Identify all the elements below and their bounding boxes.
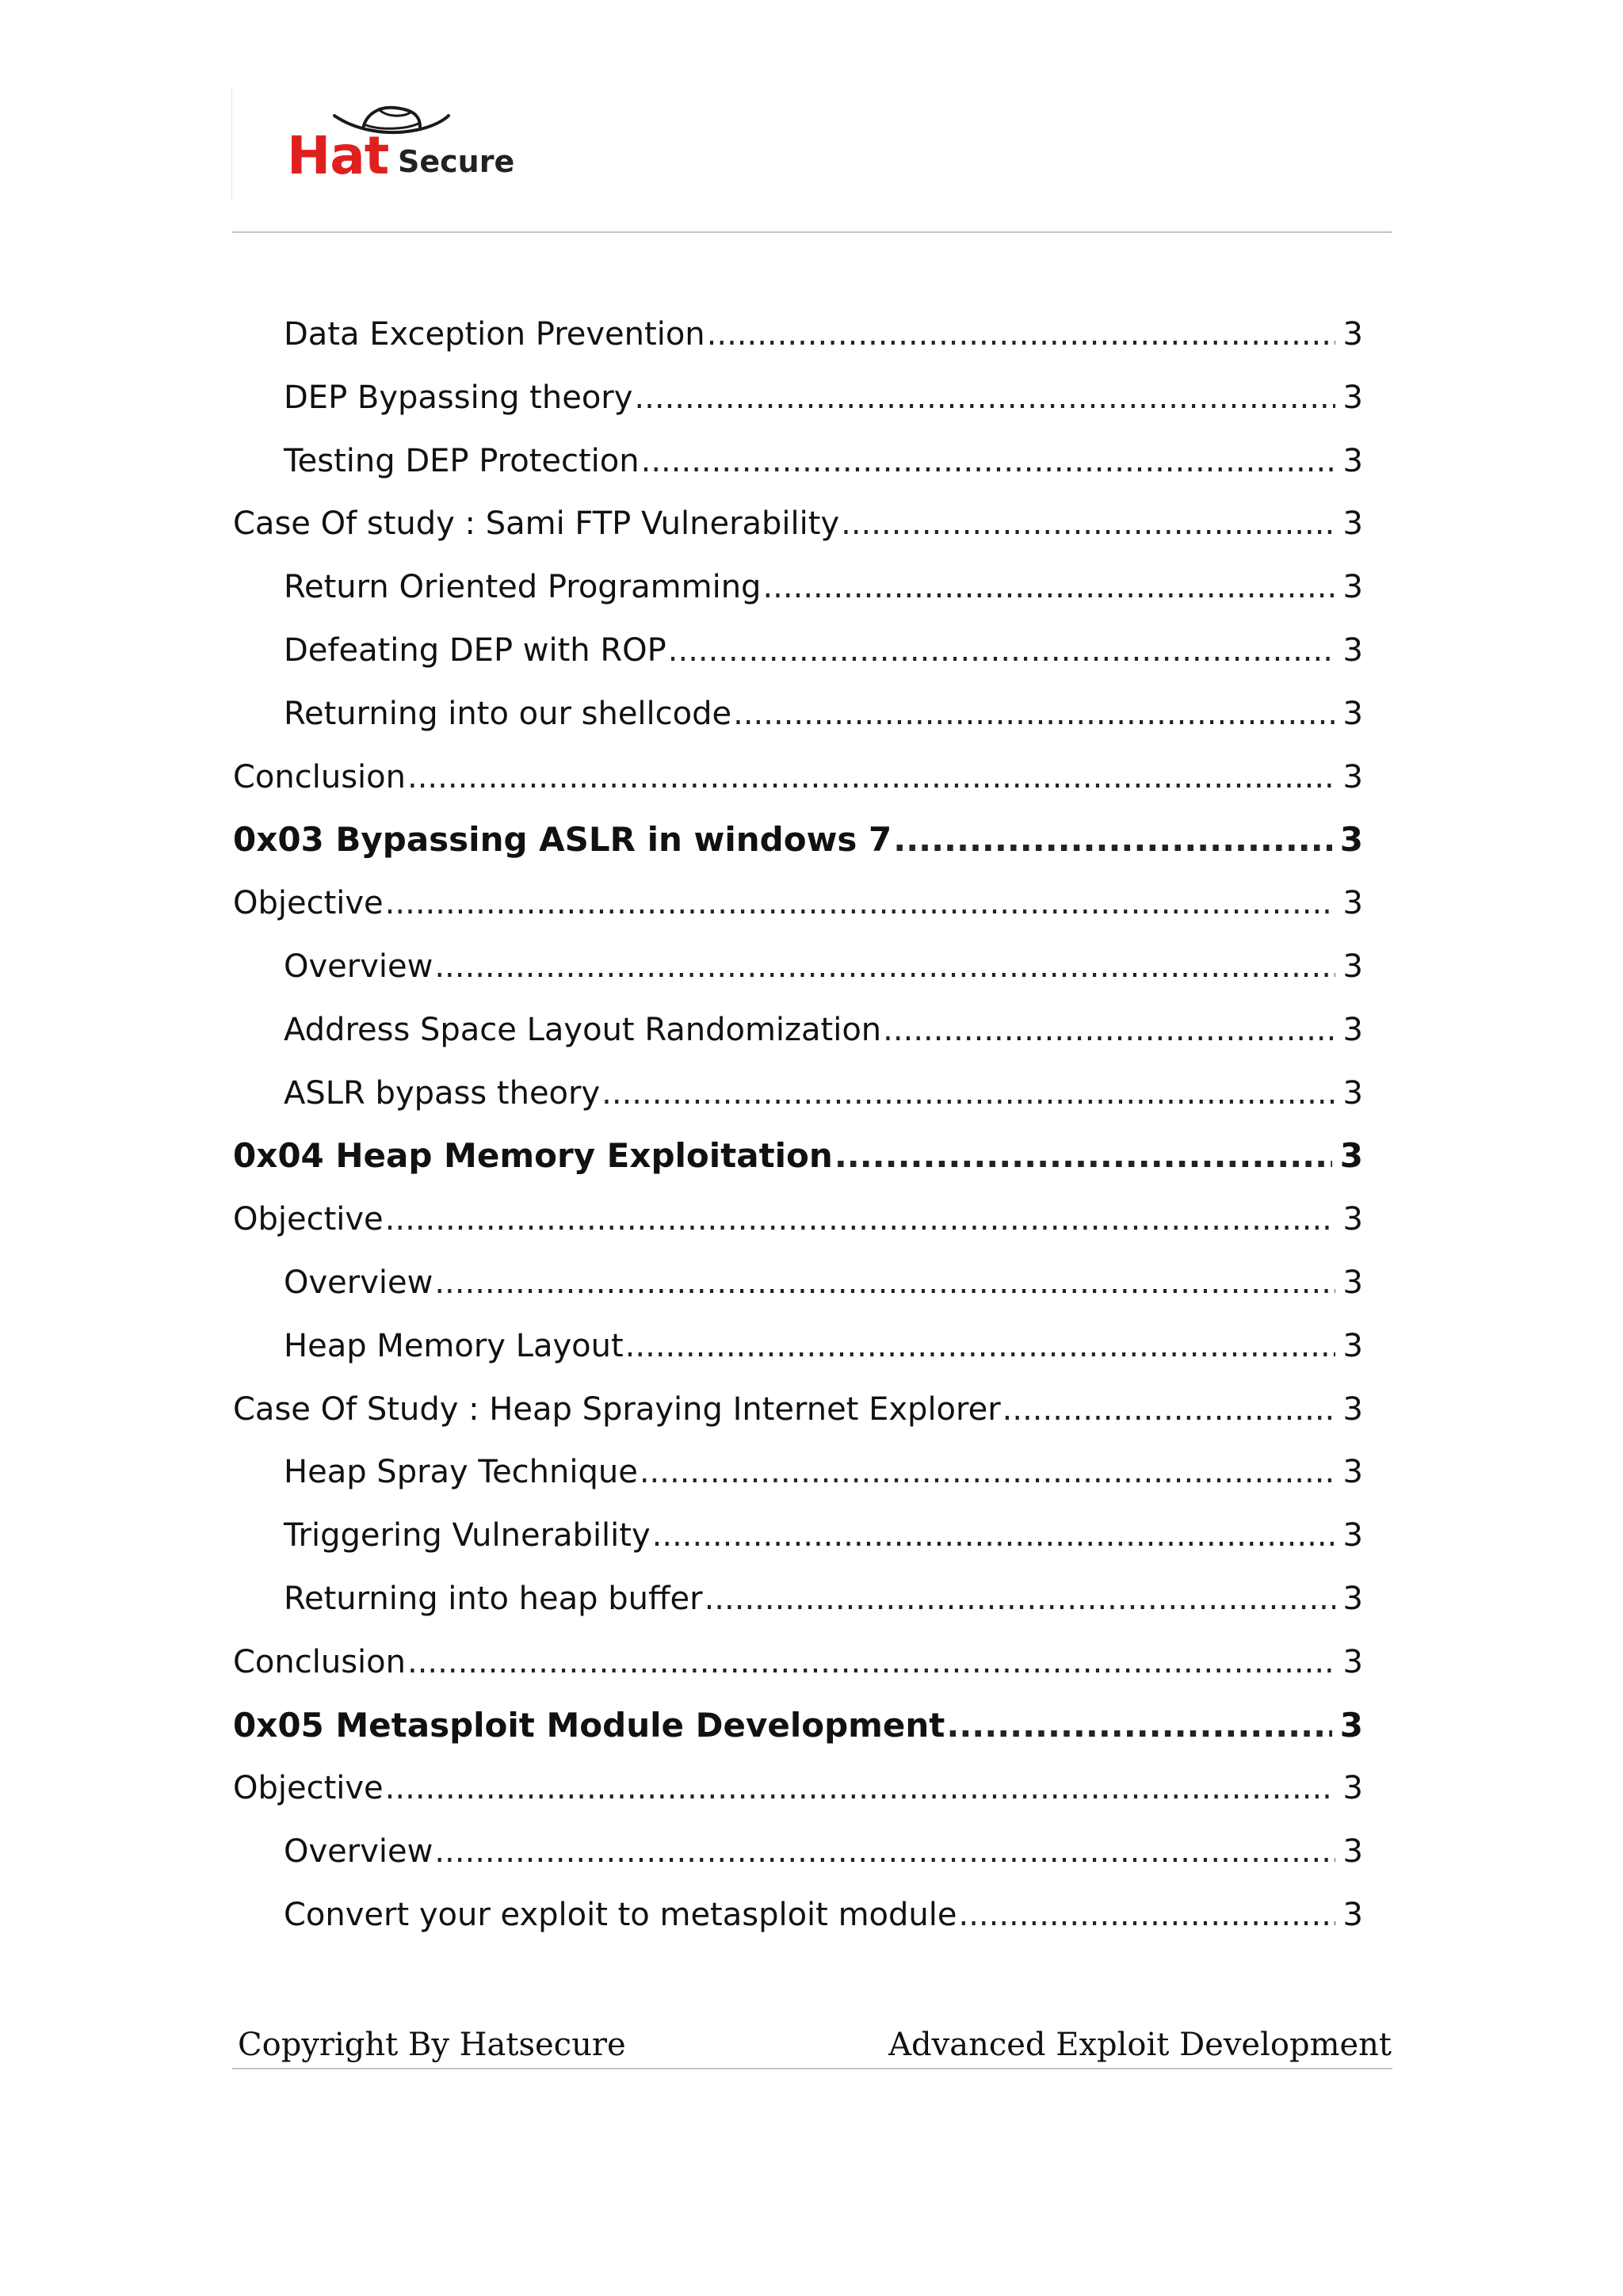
toc-leader-dots [634,374,1335,421]
toc-entry-title: Overview [284,1264,433,1301]
toc-entry-title: Objective [233,1770,384,1806]
toc-entry[interactable] [284,1259,1363,1306]
toc-leader-dots [407,1638,1335,1686]
toc-entry[interactable] [284,627,1363,674]
toc-entry-page: 3 [1342,1517,1363,1554]
toc-entry-title: Conclusion [233,759,406,795]
toc-entry-title: 0x05 Metasploit Module Development [233,1706,945,1745]
toc-entry-title: Objective [233,885,384,921]
toc-entry-title: Overview [284,1833,433,1870]
toc-entry-title: Heap Spray Technique [284,1454,638,1490]
logo [230,87,547,206]
toc-entry-page: 3 [1342,1075,1363,1112]
toc-entry-title: 0x03 Bypassing ASLR in windows 7 [233,820,892,859]
toc-leader-dots [705,1575,1335,1623]
toc-entry-title: 0x04 Heap Memory Exploitation [233,1136,833,1175]
toc-entry-page: 3 [1342,505,1363,542]
toc-entry-title: Data Exception Prevention [284,316,705,353]
toc-entry-title: ASLR bypass theory [284,1075,601,1112]
toc-entry[interactable] [284,1828,1363,1875]
toc-entry-page: 3 [1339,1706,1363,1745]
toc-entry-page: 3 [1342,1391,1363,1428]
toc-entry-title: Case Of Study : Heap Spraying Internet Explorer [233,1391,1001,1428]
toc-leader-dots [893,816,1332,864]
logo-text-secure: Secure [398,144,515,179]
toc-leader-dots [641,437,1335,485]
toc-leader-dots [958,1891,1335,1939]
toc-entry-page: 3 [1342,1644,1363,1680]
toc-leader-dots [652,1512,1335,1559]
toc-entry[interactable] [284,563,1363,611]
toc-leader-dots [625,1322,1335,1370]
toc-entry[interactable] [284,374,1363,421]
toc-entry-page: 3 [1342,696,1363,732]
toc-entry[interactable] [233,1386,1363,1433]
toc-entry[interactable] [233,753,1363,801]
toc-entry-page: 3 [1342,1897,1363,1933]
toc-entry-page: 3 [1342,1454,1363,1490]
toc-entry-title: Address Space Layout Randomization [284,1012,882,1048]
toc-entry[interactable] [284,690,1363,738]
toc-leader-dots [733,690,1335,738]
toc-entry[interactable] [284,1512,1363,1559]
toc-entry-title: Return Oriented Programming [284,569,762,605]
toc-leader-dots [385,1196,1335,1243]
toc-entry[interactable] [284,1070,1363,1117]
toc-entry-page: 3 [1342,632,1363,669]
toc-entry-page: 3 [1342,443,1363,479]
toc-entry-title: Defeating DEP with ROP [284,632,666,669]
toc-leader-dots [434,943,1335,990]
toc-leader-dots [1002,1386,1335,1433]
toc-entry-title: Case Of study : Sami FTP Vulnerability [233,505,840,542]
toc-entry-title: Objective [233,1201,384,1238]
toc-entry-title: Heap Memory Layout [284,1328,624,1364]
toc-entry[interactable] [233,1132,1363,1180]
toc-entry[interactable] [233,1638,1363,1686]
toc-entry-page: 3 [1342,1770,1363,1806]
toc-entry-page: 3 [1342,1012,1363,1048]
toc-entry-page: 3 [1342,1833,1363,1870]
toc-leader-dots [841,500,1335,547]
toc-entry-page: 3 [1342,1581,1363,1617]
toc-entry-page: 3 [1342,316,1363,353]
footer-divider [232,2068,1392,2069]
toc-entry-page: 3 [1339,820,1363,859]
toc-leader-dots [434,1828,1335,1875]
toc-entry[interactable] [284,1006,1363,1054]
toc-entry[interactable] [233,1196,1363,1243]
toc-entry-title: Returning into heap buffer [284,1581,703,1617]
toc-entry-title: DEP Bypassing theory [284,379,633,416]
toc-leader-dots [946,1702,1331,1749]
toc-entry[interactable] [233,1764,1363,1812]
toc-entry[interactable] [284,1575,1363,1623]
toc-entry[interactable] [284,1448,1363,1496]
toc-entry-title: Triggering Vulnerability [284,1517,651,1554]
toc-leader-dots [883,1006,1335,1054]
toc-entry-page: 3 [1339,1136,1363,1175]
toc-entry-page: 3 [1342,379,1363,416]
toc-entry-page: 3 [1342,885,1363,921]
toc-entry-page: 3 [1342,1201,1363,1238]
toc-entry-title: Overview [284,948,433,985]
toc-entry[interactable] [233,500,1363,547]
toc-leader-dots [385,1764,1335,1812]
logo-text-hat: Hat [287,125,389,186]
toc-leader-dots [762,563,1335,611]
toc-leader-dots [668,627,1335,674]
toc-entry-page: 3 [1342,569,1363,605]
toc-entry[interactable] [233,879,1363,927]
toc-leader-dots [707,311,1335,358]
toc-entry[interactable] [233,816,1363,864]
toc-entry-title: Conclusion [233,1644,406,1680]
header-divider [232,231,1392,233]
toc-entry[interactable] [284,437,1363,485]
toc-leader-dots [434,1259,1335,1306]
toc-entry[interactable] [284,1891,1363,1939]
toc-entry-title: Returning into our shellcode [284,696,732,732]
toc-entry[interactable] [284,311,1363,358]
toc-entry-page: 3 [1342,1264,1363,1301]
toc-leader-dots [640,1448,1335,1496]
toc-entry-title: Convert your exploit to metasploit module [284,1897,957,1933]
footer-document-title: Advanced Exploit Development [888,2027,1392,2063]
toc-entry[interactable] [284,1322,1363,1370]
footer-copyright: Copyright By Hatsecure [238,2027,626,2063]
toc-entry-page: 3 [1342,1328,1363,1364]
toc-entry-title: Testing DEP Protection [284,443,640,479]
toc-entry[interactable] [284,943,1363,990]
toc-leader-dots [385,879,1335,927]
toc-entry-page: 3 [1342,948,1363,985]
toc-leader-dots [601,1070,1335,1117]
toc-entry[interactable] [233,1702,1363,1749]
toc-leader-dots [834,1132,1332,1180]
toc-entry-page: 3 [1342,759,1363,795]
toc-leader-dots [407,753,1335,801]
